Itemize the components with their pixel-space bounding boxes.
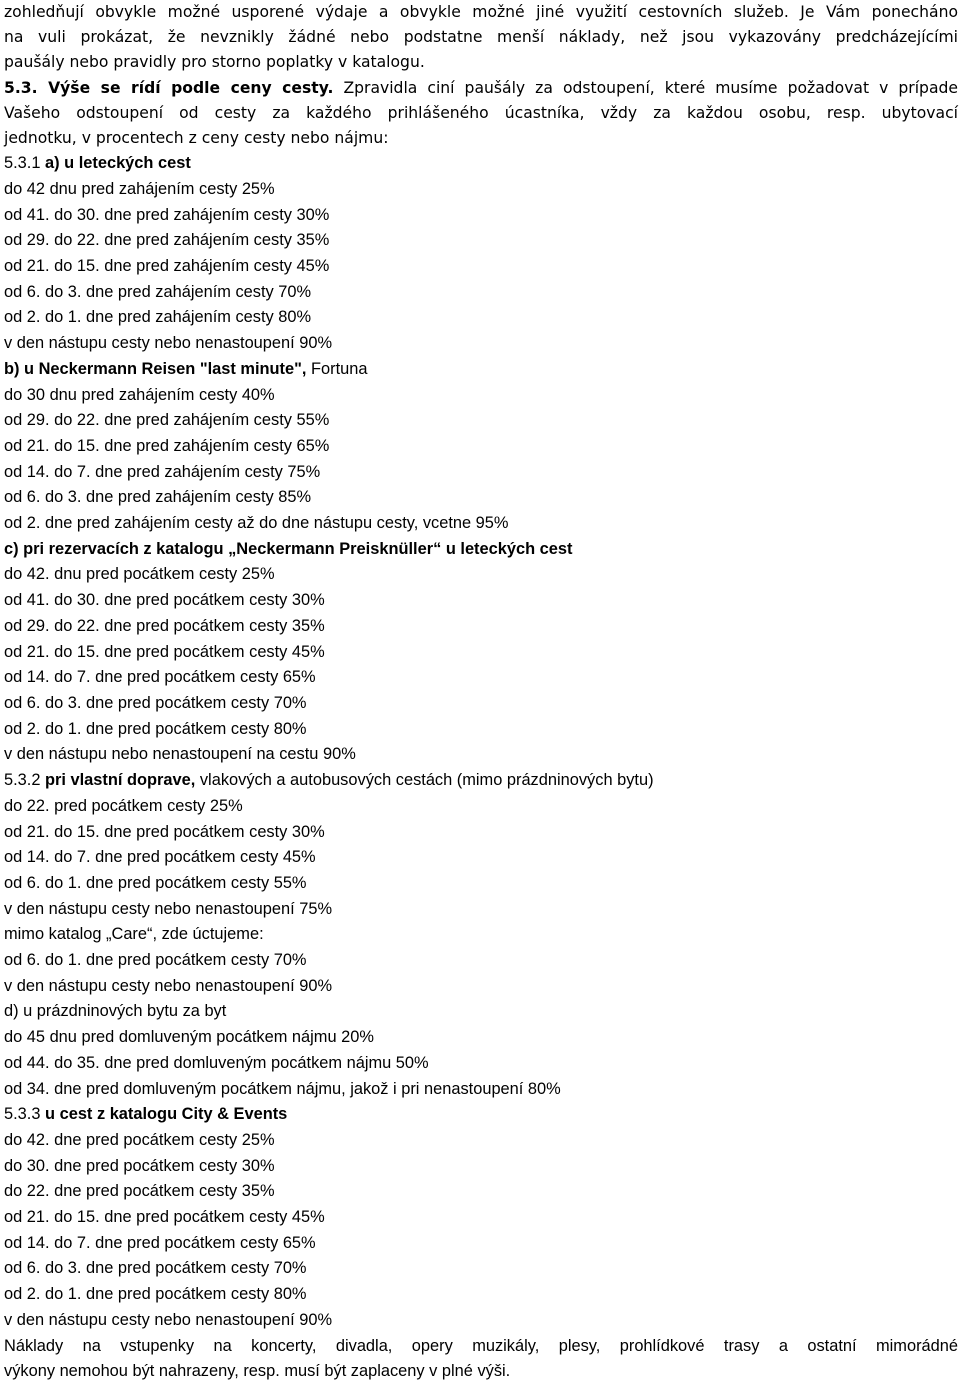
section-5-3-2-heading [4, 768, 958, 794]
section-5-3-text: Zpravidla ciní paušály za odstoupení, které musíme požadovat v prípade [343, 78, 958, 97]
intro-line: na vuli prokázat, že nevznikly žádné nebo podstatne menší náklady, než jsou vykazovány predcházejícími [4, 28, 958, 47]
list-item: od 6. do 1. dne pred pocátkem cesty 70% [4, 951, 307, 970]
list-item: od 14. do 7. dne pred pocátkem cesty 45% [4, 848, 316, 867]
list-item: od 21. do 15. dne pred zahájením cesty 65% [4, 436, 330, 455]
list-item: od 41. do 30. dne pred zahájením cesty 30% [4, 205, 330, 224]
list-item: od 34. dne pred domluveným pocátkem nájmu, jakož i pri nenastoupení 80% [4, 1079, 561, 1098]
list-item: v den nástupu cesty nebo nenastoupení 90% [4, 334, 333, 353]
air-travel-heading: a) u leteckých cest [45, 154, 191, 173]
list-item: od 14. do 7. dne pred pocátkem cesty 65% [4, 1233, 316, 1252]
last-minute-heading-bold: b) u Neckermann Reisen "last minute", [4, 359, 307, 378]
list-item: od 29. do 22. dne pred pocátkem cesty 35% [4, 616, 325, 635]
closing-paragraph [4, 1334, 958, 1385]
list-item: od 44. do 35. dne pred domluveným pocátkem nájmu 50% [4, 1053, 429, 1072]
document-page [4, 0, 958, 1385]
list-item: od 21. do 15. dne pred pocátkem cesty 30% [4, 822, 325, 841]
section-5-3-1-heading [4, 151, 958, 177]
list-item: od 6. do 3. dne pred zahájením cesty 70% [4, 282, 312, 301]
list-item: do 42. dnu pred pocátkem cesty 25% [4, 565, 275, 584]
list-item: od 29. do 22. dne pred zahájením cesty 35% [4, 231, 330, 250]
own-transport-heading: pri vlastní doprave, [45, 771, 196, 790]
care-heading: mimo katalog „Care“, zde úctujeme: [4, 925, 264, 944]
list-item: do 42. dne pred pocátkem cesty 25% [4, 1130, 275, 1149]
section-5-3-line [4, 76, 958, 101]
holiday-apartments-list [4, 1025, 958, 1102]
list-item: v den nástupu cesty nebo nenastoupení 90% [4, 1310, 333, 1329]
air-travel-list [4, 177, 958, 357]
section-number: 5.3.2 [4, 771, 46, 790]
closing-line: výkony nemohou být nahrazeny, resp. musí být zaplaceny v plné výši. [4, 1362, 511, 1381]
list-item: od 29. do 22. dne pred zahájením cesty 55% [4, 411, 330, 430]
list-item: od 6. do 1. dne pred pocátkem cesty 55% [4, 873, 307, 892]
list-item: od 6. do 3. dne pred zahájením cesty 85% [4, 488, 312, 507]
last-minute-list [4, 383, 958, 537]
last-minute-heading [4, 357, 958, 383]
list-item: od 14. do 7. dne pred zahájením cesty 75% [4, 462, 321, 481]
section-5-3-line: jednotku, v procentech z ceny cesty nebo nájmu: [4, 129, 389, 148]
list-item: do 30 dnu pred zahájením cesty 40% [4, 385, 275, 404]
section-number: 5.3.3 [4, 1105, 46, 1124]
list-item: od 14. do 7. dne pred pocátkem cesty 65% [4, 668, 316, 687]
list-item: v den nástupu cesty nebo nenastoupení 90% [4, 976, 333, 995]
section-number: 5.3.1 [4, 154, 46, 173]
last-minute-heading-tail: Fortuna [306, 359, 368, 378]
list-item: do 22. dne pred pocátkem cesty 35% [4, 1182, 275, 1201]
list-item: do 45 dnu pred domluveným pocátkem nájmu 20% [4, 1028, 374, 1047]
intro-paragraph [4, 0, 958, 151]
intro-line: zohledňují obvykle možné usporené výdaje a obvykle možné jiné využití cestovních služeb. Je Vám ponecháno [4, 3, 958, 21]
holiday-apartments-heading: d) u prázdninových bytu za byt [4, 1002, 227, 1021]
list-item: v den nástupu nebo nenastoupení na cestu 90% [4, 745, 356, 764]
list-item: od 21. do 15. dne pred pocátkem cesty 45% [4, 1208, 325, 1227]
list-item: do 22. pred pocátkem cesty 25% [4, 796, 243, 815]
list-item: od 41. do 30. dne pred pocátkem cesty 30% [4, 591, 325, 610]
list-item: od 21. do 15. dne pred pocátkem cesty 45% [4, 642, 325, 661]
list-item: od 2. do 1. dne pred zahájením cesty 80% [4, 308, 312, 327]
own-transport-list [4, 794, 958, 923]
list-item: do 42 dnu pred zahájením cesty 25% [4, 179, 275, 198]
list-item: od 21. do 15. dne pred zahájením cesty 45% [4, 257, 330, 276]
list-item: od 6. do 3. dne pred pocátkem cesty 70% [4, 1259, 307, 1278]
section-5-3-heading: 5.3. Výše se rídí podle ceny cesty. [4, 78, 334, 97]
section-5-3-3-heading [4, 1102, 958, 1128]
preisknuller-list [4, 562, 958, 768]
own-transport-heading-tail: vlakových a autobusových cestách (mimo prázdninových bytu) [195, 771, 654, 790]
section-5-3-line: Vašeho odstoupení od cesty za každého prihlášeného úcastníka, vždy za každou osobu, resp. ubytovací [4, 103, 958, 122]
list-item: do 30. dne pred pocátkem cesty 30% [4, 1156, 275, 1175]
list-item: od 2. do 1. dne pred pocátkem cesty 80% [4, 719, 307, 738]
city-events-list [4, 1128, 958, 1334]
care-list [4, 948, 958, 999]
preisknuller-heading: c) pri rezervacích z katalogu „Neckermann Preisknüller“ u leteckých cest [4, 539, 573, 558]
list-item: od 2. do 1. dne pred pocátkem cesty 80% [4, 1285, 307, 1304]
closing-line: Náklady na vstupenky na koncerty, divadla, opery muzikály, plesy, prohlídkové trasy a ostatní mimorádné [4, 1336, 958, 1355]
city-events-heading: u cest z katalogu City & Events [45, 1105, 288, 1124]
intro-line: paušály nebo pravidly pro storno poplatky v katalogu. [4, 53, 425, 72]
list-item: od 6. do 3. dne pred pocátkem cesty 70% [4, 693, 307, 712]
list-item: od 2. dne pred zahájením cesty až do dne nástupu cesty, vcetne 95% [4, 514, 509, 533]
list-item: v den nástupu cesty nebo nenastoupení 75% [4, 899, 333, 918]
fee-schedule [4, 151, 958, 1385]
